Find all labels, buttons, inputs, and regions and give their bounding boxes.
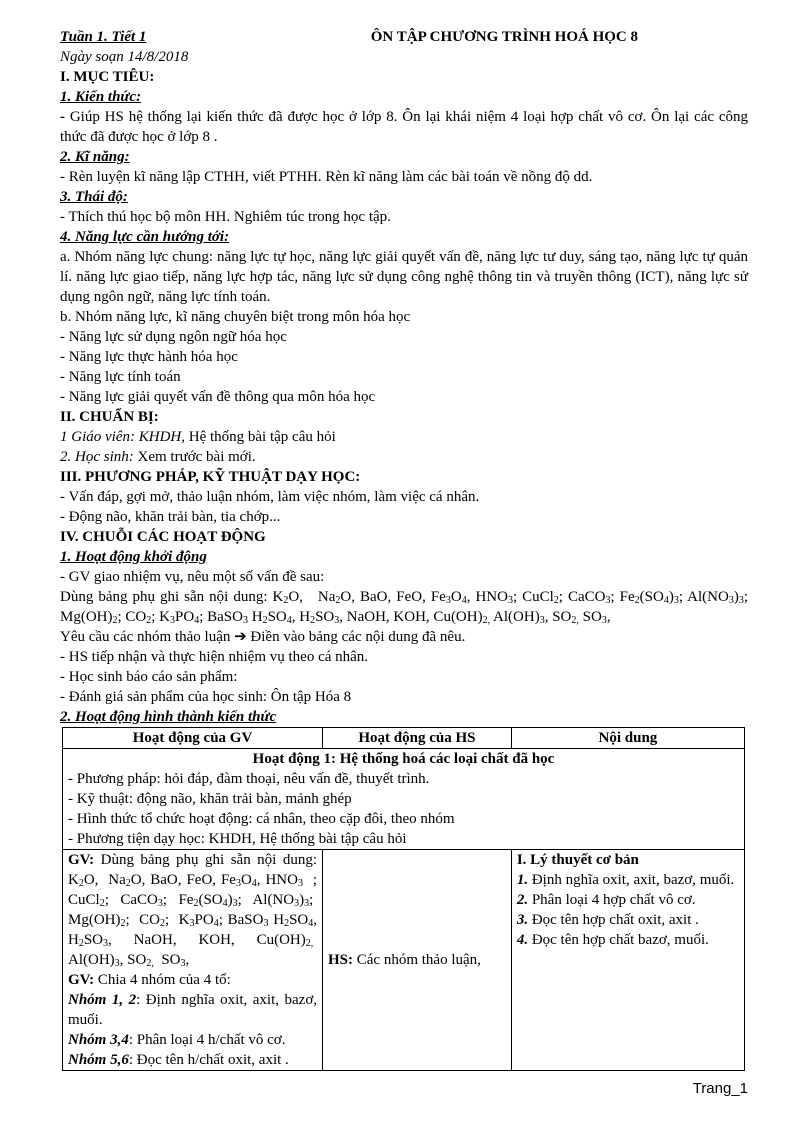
competence-item: - Năng lực giải quyết vấn đề thông qua môn hóa học	[60, 389, 376, 405]
content-item: 1. Định nghĩa oxit, axit, bazơ, muối.	[516, 872, 735, 888]
teacher-activity-cell	[63, 850, 323, 1071]
prepare-date: Ngày soạn 14/8/2018	[60, 49, 189, 65]
skills-heading: 2. Kĩ năng:	[60, 149, 130, 165]
content-item: 4. Đọc tên hợp chất bazơ, muối.	[516, 932, 709, 948]
attitude-heading: 3. Thái độ:	[60, 189, 128, 205]
activity-note: - Phương tiện dạy học: KHDH, Hệ thống bài tập câu hỏi	[68, 831, 407, 847]
document-page	[60, 27, 748, 1071]
competence-item: - Năng lực tính toán	[60, 369, 181, 385]
knowledge-text: - Giúp HS hệ thống lại kiến thức đã được học ở lớp 8. Ôn lại khái niệm 4 loại hợp chất vô cơ. Ôn lại các công thức đã được học ở lớp 8 .	[60, 109, 749, 145]
board-instruction: Yêu cầu các nhóm thảo luận ➔ Điền vào bảng các nội dung đã nêu.	[60, 629, 466, 645]
board-content: Dùng bảng phụ ghi sẵn nội dung: $K_2O$, $Na_2O$, BaO, FeO, $Fe_3O_4$, $HNO_3$; CuCl$_2$; CaCO$_3$; $Fe_2(SO_4)_3$; $Al(NO_3)_3$; $Mg(OH)_2$; $CO_2$; $K_3PO_4$; BaSO$_3$ $H_2SO_4$, $H_2SO_3$, NaOH, KOH, $Cu(OH)_{2,}$ $Al(OH)_3$, $SO_{2,}$ $SO_3$,	[60, 589, 748, 626]
content-item: 3. Đọc tên hợp chất oxit, axit .	[516, 912, 699, 928]
week-lesson: Tuần 1. Tiết 1	[60, 29, 147, 45]
teacher-prep: 1 Giáo viên: KHDH, Hệ thống bài tập câu hỏi	[60, 429, 336, 445]
competence-heading: 4. Năng lực cần hướng tới:	[60, 229, 230, 245]
activity-table	[62, 727, 745, 1071]
competence-item: - Năng lực thực hành hóa học	[60, 349, 238, 365]
group-task: Nhóm 1, 2: Định nghĩa oxit, axit, bazơ, muối.	[68, 992, 317, 1028]
page-title: ÔN TẬP CHƯƠNG TRÌNH HOÁ HỌC 8	[370, 29, 638, 45]
startup-task: - GV giao nhiệm vụ, nêu một số vấn đề sau:	[60, 569, 325, 585]
competence-group-a: a. Nhóm năng lực chung: năng lực tự học, năng lực giải quyết vấn đề, năng lực tư duy, sáng tạo, năng lực tự quản lí. năng lực giao tiếp, năng lực hợp tác, năng lực sử dụng công nghệ thông tin và truyền thông (ICT), năng lực sử dụng ngôn ngữ, năng lực tính toán.	[60, 249, 748, 305]
activity-info-cell	[63, 749, 745, 850]
content-item: 2. Phân loại 4 hợp chất vô cơ.	[516, 892, 696, 908]
startup-item: - Học sinh báo cáo sản phẩm:	[60, 669, 238, 685]
student-activity-cell	[323, 850, 512, 1071]
content-heading: I. Lý thuyết cơ bản	[516, 852, 639, 868]
competence-group-b: b. Nhóm năng lực, kĩ năng chuyên biệt trong môn hóa học	[60, 309, 411, 325]
section-3-heading: III. PHƯƠNG PHÁP, KỸ THUẬT DẠY HỌC:	[60, 469, 361, 485]
method-item: - Vấn đáp, gợi mở, thảo luận nhóm, làm việc nhóm, làm việc cá nhân.	[60, 489, 480, 505]
activity-info-row	[63, 749, 745, 850]
activity-detail-row	[63, 850, 745, 1071]
startup-item: - Đánh giá sản phẩm của học sinh: Ôn tập Hóa 8	[60, 689, 352, 705]
student-activity-text: HS: Các nhóm thảo luận,	[328, 952, 481, 968]
activity-title: Hoạt động 1: Hệ thống hoá các loại chất đã học	[252, 751, 555, 767]
page-header	[60, 27, 748, 47]
table-header-row	[63, 728, 745, 749]
table-header-teacher: Hoạt động của GV	[63, 728, 323, 749]
activity-note: - Phương pháp: hỏi đáp, đàm thoại, nêu vấn đề, thuyết trình.	[68, 771, 430, 787]
page-number: Trang_1	[692, 1080, 748, 1097]
activity-note: - Kỹ thuật: động não, khăn trải bàn, mảnh ghép	[68, 791, 352, 807]
section-1-heading: I. MỤC TIÊU:	[60, 69, 155, 85]
startup-item: - HS tiếp nhận và thực hiện nhiệm vụ theo cá nhân.	[60, 649, 369, 665]
competence-item: - Năng lực sử dụng ngôn ngữ hóa học	[60, 329, 287, 345]
content-cell	[511, 850, 744, 1071]
group-task: Nhóm 5,6: Đọc tên h/chất oxit, axit .	[68, 1052, 289, 1068]
attitude-text: - Thích thú học bộ môn HH. Nghiêm túc trong học tập.	[60, 209, 391, 225]
section-4-heading: IV. CHUỖI CÁC HOẠT ĐỘNG	[60, 529, 266, 545]
teacher-group-instruction: GV: Chia 4 nhóm của 4 tổ:	[68, 972, 231, 988]
table-header-student: Hoạt động của HS	[323, 728, 512, 749]
table-header-content: Nội dung	[511, 728, 744, 749]
startup-heading: 1. Hoạt động khởi động	[60, 549, 207, 565]
skills-text: - Rèn luyện kĩ năng lập CTHH, viết PTHH. Rèn kĩ năng làm các bài toán về nồng độ dd.	[60, 169, 593, 185]
teacher-board-text: GV: Dùng bảng phụ ghi sẵn nội dung: $K_2O$, $Na_2O$, BaO, FeO, $Fe_3O_4$, $HNO_3$ ; CuCl$_2$; CaCO$_3$; $Fe_2(SO_4)_3$; $Al(NO_3)_3$; $Mg(OH)_2$; $CO_2$; $K_3PO_4$; BaSO$_3$ $H_2SO_4$, $H_2SO_3$, NaOH, KOH, $Cu(OH)_{2,}$ $Al(OH)_3$, $SO_{2,}$ $SO_3$,	[68, 852, 318, 969]
activity-note: - Hình thức tổ chức hoạt động: cá nhân, theo cặp đôi, theo nhóm	[68, 811, 455, 827]
student-prep: 2. Học sinh: Xem trước bài mới.	[60, 449, 256, 465]
formation-heading: 2. Hoạt động hình thành kiến thức	[60, 709, 277, 725]
method-item: - Động não, khăn trải bàn, tia chớp...	[60, 509, 281, 525]
section-2-heading: II. CHUẨN BỊ:	[60, 409, 159, 425]
knowledge-heading: 1. Kiến thức:	[60, 89, 142, 105]
group-task: Nhóm 3,4: Phân loại 4 h/chất vô cơ.	[68, 1032, 286, 1048]
